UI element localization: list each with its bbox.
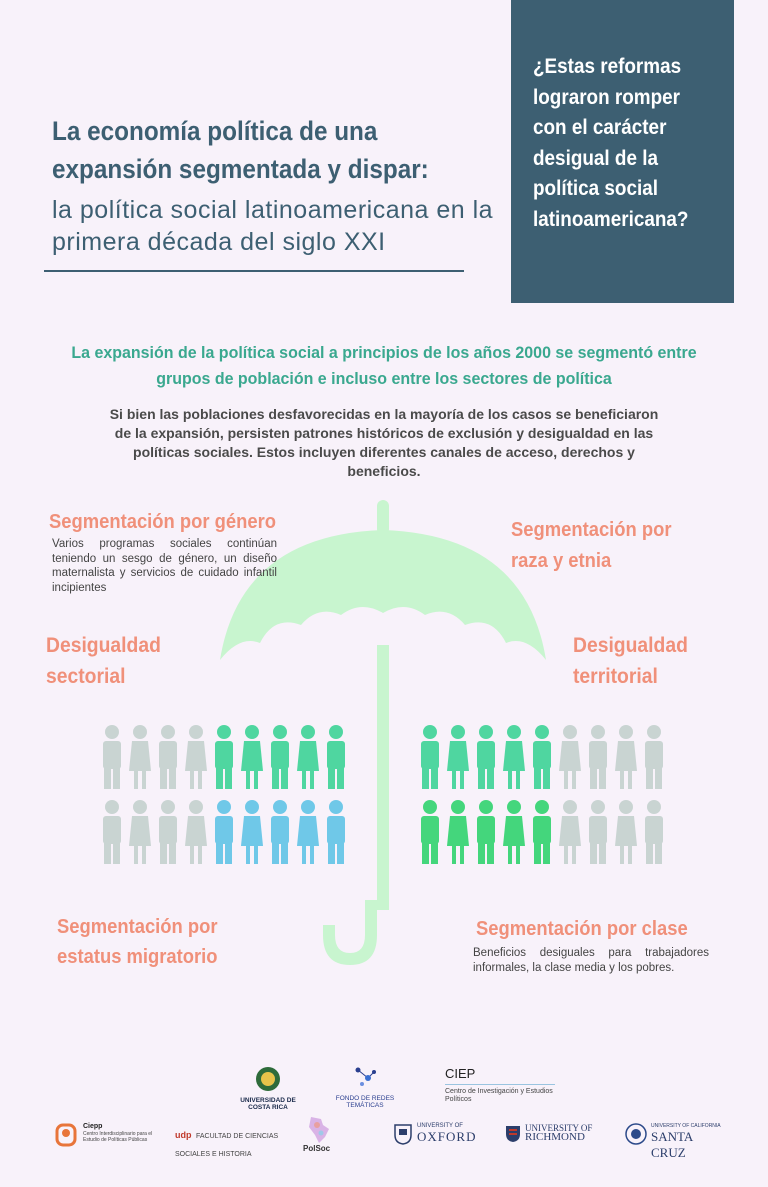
person-icon [297,800,319,864]
person-icon [447,800,469,864]
ciep-logo: CIEP Centro de Investigación y Estudios Políticos [445,1066,555,1104]
headline: La expansión de la política social a principios de los años 2000 se segmentó entre grupos de población e incluso entre los sectores de política [71,343,697,388]
person-icon [327,725,345,789]
person-icon [271,725,289,789]
person-icon [615,725,637,789]
title-divider [44,270,464,272]
people-row-right-bottom [418,800,688,870]
person-icon [271,800,289,864]
ucsc-seal-icon [625,1123,647,1145]
polsoc-logo: PolSoc [303,1115,363,1153]
person-icon [477,725,495,789]
ucr-seal-icon [255,1066,281,1092]
text-genero: Varios programas sociales continúan teniendo un sesgo de género, un diseño maternalista y servicios de cuidado infantil incipientes [52,538,277,594]
label-sectorial: Desigualdad sectorial [46,634,161,688]
page-title: La economía política de una expansión segmentada y dispar: [52,116,429,184]
person-icon [533,800,551,864]
person-icon [421,800,439,864]
ucr-logo: UNIVERSIDAD DE COSTA RICA [238,1066,298,1111]
page-subtitle: la política social latinoamericana en la primera década del siglo XXI [52,196,494,256]
person-icon [447,725,469,789]
person-icon [129,725,151,789]
person-icon [645,800,663,864]
person-icon [215,725,233,789]
udp-logo: udp FACULTAD DE CIENCIAS SOCIALES E HISTORIA [175,1130,279,1158]
person-icon [103,725,121,789]
logos-top-row [230,1060,560,1115]
person-icon [159,725,177,789]
intro-paragraph: Si bien las poblaciones desfavorecidas en la mayoría de los casos se beneficiaron de la expansión, persisten patrones históricos de exclusión y desigualdad en las políticas sociales. Estos incluyen diferentes canales de acceso, derechos y beneficios. [109,406,659,479]
person-icon [615,800,637,864]
person-icon [477,800,495,864]
person-icon [589,800,607,864]
network-icon [350,1064,380,1090]
people-row-left-bottom [100,800,370,870]
label-clase: Segmentación por clase [476,918,688,940]
label-migratorio: Segmentación por estatus migratorio [57,916,218,968]
people-row-left-top [100,725,370,795]
person-icon [241,800,263,864]
person-icon [103,800,121,864]
label-raza-etnia: Segmentación por raza y etnia [511,519,672,572]
text-clase: Beneficios desiguales para trabajadores informales, la clase media y los pobres. [473,947,709,974]
latin-america-map-icon [303,1115,333,1145]
person-icon [327,800,345,864]
person-icon [559,800,581,864]
person-icon [533,725,551,789]
label-territorial: Desigualdad territorial [573,634,688,688]
person-icon [589,725,607,789]
person-icon [129,800,151,864]
logos-bottom-row: Ciepp Centro Interdisciplinario para el Estudio de Políticas Públicas udp FACULTAD DE CIENCIAS SOCIALES E HISTORIA PolSoc UNIVERSITY OF OXFORD UNIVERSITY OF RICHMOND UNIVERSITY OF CALIFORNIA SANTA CRUZ [55,1115,725,1160]
person-icon [503,725,525,789]
person-icon [185,725,207,789]
person-icon [185,800,207,864]
person-icon [559,725,581,789]
richmond-shield-icon [505,1125,521,1143]
person-icon [645,725,663,789]
person-icon [159,800,177,864]
people-row-right-top [418,725,688,795]
person-icon [297,725,319,789]
ciepp-icon [55,1123,77,1147]
label-genero: Segmentación por género [49,511,276,533]
person-icon [503,800,525,864]
fondo-redes-logo: FONDO DE REDES TEMÁTICAS [335,1064,395,1109]
question-text: ¿Estas reformas lograron romper con el carácter desigual de la política social latinoamericana? [533,55,689,231]
person-icon [215,800,233,864]
person-icon [421,725,439,789]
person-icon [241,725,263,789]
oxford-crest-icon [393,1123,413,1145]
